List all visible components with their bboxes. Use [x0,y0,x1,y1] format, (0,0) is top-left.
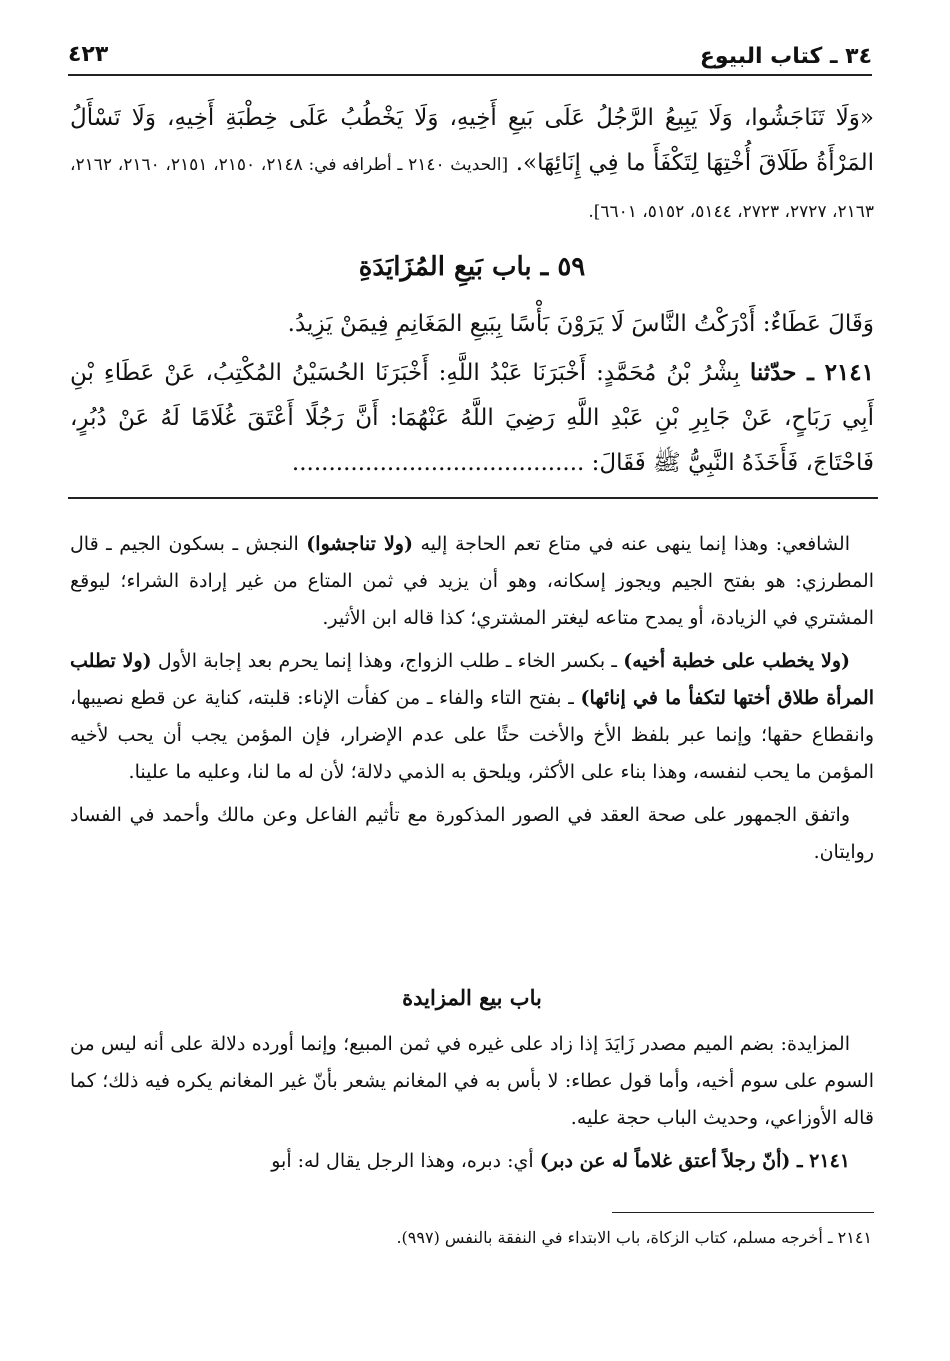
chapter-heading-59: ٥٩ ـ باب بَيعِ المُزَايَدَةِ [358,252,586,282]
text-commentary-separator [68,497,878,499]
footnote: ٢١٤١ ـ أخرجه مسلم، كتاب الزكاة، باب الابتداء في النفقة بالنفس (٩٩٧). [396,1228,872,1247]
commentary-quote: ٢١٤١ ـ (أنّ رجلاً أعتق غلاماً له عن دبر) [539,1150,850,1172]
hadith-2141-body: بِشْرُ بْنُ مُحَمَّدٍ: أَخْبَرَنَا عَبْدُ اللَّهِ: أَخْبَرَنَا الحُسَيْنُ المُكْتِبُ، عَنْ عَطَاءِ بْنِ أَبِي رَبَاحٍ، عَنْ جَابِرِ بْنِ عَبْدِ اللَّهِ رَضِيَ اللَّهُ عَنْهُمَا: أَنَّ رَجُلًا أَعْتَقَ غُلَامًا لَهُ عَنْ دُبُرٍ، فَاحْتَاجَ، فَأَخَذَهُ النَّبِيُّ ﷺ فَقَالَ: ........................................ [70,360,874,476]
commentary-paragraph-5: ٢١٤١ ـ (أنّ رجلاً أعتق غلاماً له عن دبر) أي: دبره، وهذا الرجل يقال له: أبو [271,1150,850,1172]
chapter-title: ٣٤ ـ كتاب البيوع [699,44,872,69]
hadith-2140-body: «وَلَا تَنَاجَشُوا، وَلَا يَبِيعُ الرَّجُلُ عَلَى بَيعِ أَخِيهِ، وَلَا يَخْطُبُ عَلَى خِطْبَةِ أَخِيهِ، وَلَا تَسْأَلُ المَرْأَةُ طَلَاقَ أُخْتِهَا لِتَكْفَأَ ما فِي إِنَائِهَا». [70,105,874,176]
commentary-paragraph-3: واتفق الجمهور على صحة العقد في الصور المذكورة مع تأثيم الفاعل وعن مالك وأحمد في الفساد روايتان. [70,804,874,863]
hadith-2140-reference: [الحديث ٢١٤٠ ـ أطرافه في: ٢١٤٨، ٢١٥٠، ٢١٥١، ٢١٦٠، ٢١٦٢، ٢١٦٣، ٢٧٢٧، ٢٧٢٣، ٥١٤٤، ٥١٥٢، ٦٦٠١]. [70,155,874,222]
hadith-2140-text [70,96,874,235]
commentary-paragraph-4: المزايدة: بضم الميم مصدر زَايَدَ إذا زاد على غيره في ثمن المبيع؛ وإنما أورده دلالة على أنه ليس من السوم على سوم أخيه، وأما قول عطاء: لا بأس به في المغانم يشعر بأنّ غير المغانم يكره فيه ذلك؛ كما قاله الأوزاعي، وحديث الباب حجة عليه. [70,1033,874,1129]
header-rule [68,74,872,76]
hadith-2141-text [70,350,874,486]
commentary-quote: (ولا تناجشوا) [306,533,413,555]
commentary-block-2 [70,1026,874,1186]
commentary-quote: (ولا يخطب على خطبة أخيه) [623,650,851,672]
ata-statement: وَقَالَ عَطَاءٌ: أَدْرَكْتُ النَّاسَ لَا يَرَوْنَ بَأْسًا بِبَيعِ المَغَانِمِ فِيمَنْ يَزِيدُ. [287,311,874,337]
commentary-subheading: باب بيع المزايدة [402,985,542,1010]
footnote-rule [612,1212,874,1213]
commentary-block [70,526,874,877]
page-number: ٤٢٣ [68,42,109,67]
commentary-quote: (ولا تطلب المرأة طلاق أختها لتكفأ ما في إنائها) [70,650,874,709]
hadith-2141-number: ٢١٤١ ـ حدّثنا [749,359,874,386]
commentary-paragraph-2: (ولا يخطب على خطبة أخيه) ـ بكسر الخاء ـ طلب الزواج، وهذا إنما يحرم بعد إجابة الأول (ولا تطلب المرأة طلاق أختها لتكفأ ما في إنائها) ـ بفتح التاء والفاء ـ من كفأت الإناء: قلبته، كناية عن قطع نصيبها، وانقطاع حقها؛ وإنما عبر بلفظ الأخ والأخت حثًا على عدم الإضرار، فإن المؤمن يجب أن يحب لأخيه المؤمن ما يحب لنفسه، وهذا بناء على الأكثر، ويلحق به الذمي دلالة؛ لأن له ما لنا، وعليه ما علينا. [70,650,874,783]
running-header [68,36,872,76]
commentary-paragraph-1: الشافعي: وهذا إنما ينهى عنه في متاع تعم الحاجة إليه (ولا تناجشوا) النجش ـ بسكون الجيم ـ قال المطرزي: هو بفتح الجيم ويجوز إسكانه، وهو أن يزيد في ثمن المتاع من غير إرادة الشراء؛ ليوقع المشتري في الزيادة، أو يمدح متاعه ليغتر المشتري؛ كذا قاله ابن الأثير. [70,533,874,629]
